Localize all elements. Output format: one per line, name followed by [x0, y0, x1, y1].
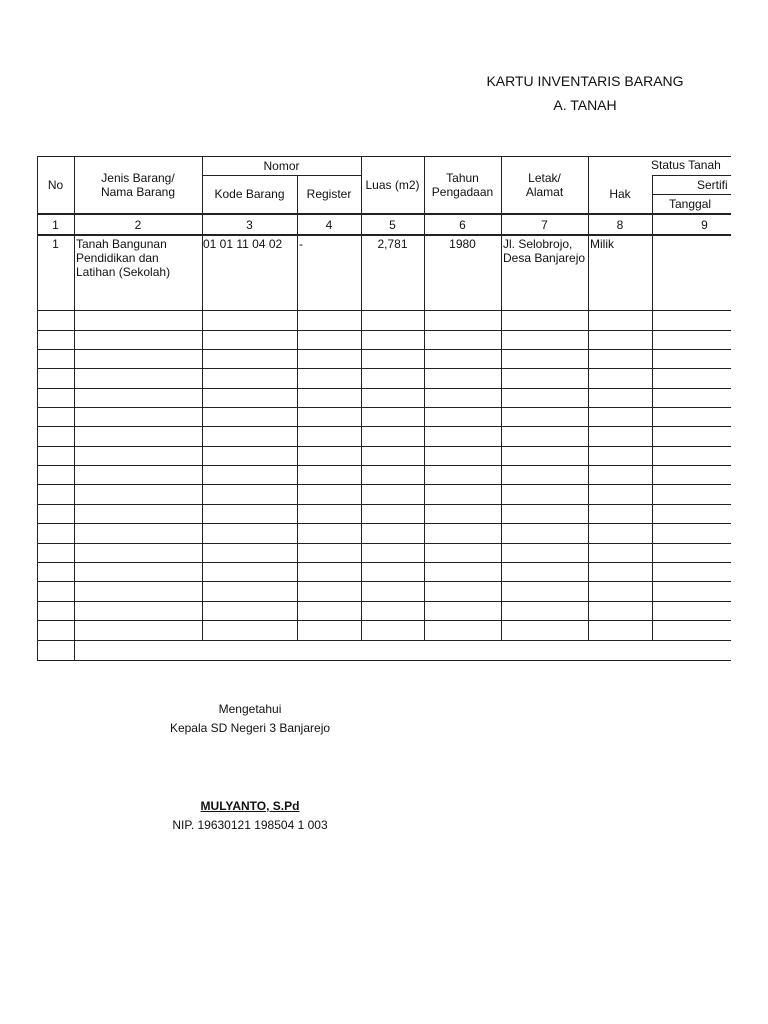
header-luas: Luas (m2) — [365, 177, 420, 192]
row-divider — [37, 446, 731, 447]
row-divider — [37, 504, 731, 505]
row-1-luas: 2,781 — [377, 237, 408, 251]
row-1-register: - — [299, 237, 303, 251]
row-1-no: 1 — [52, 237, 59, 251]
row-divider — [37, 465, 731, 466]
header-jenis-barang: Jenis Barang/ Nama Barang — [100, 170, 176, 199]
header-sertifikat: Sertifi — [697, 178, 728, 192]
column-number-3: 3 — [246, 217, 253, 232]
row-1-tahun: 1980 — [449, 237, 476, 251]
row-divider — [37, 426, 731, 427]
row-1-hak: Milik — [590, 237, 614, 251]
row-divider — [37, 620, 731, 621]
row-divider — [37, 543, 731, 544]
row-divider — [37, 310, 731, 311]
header-tahun-pengadaan: Tahun Pengadaan — [431, 170, 494, 199]
header-letak-alamat: Letak/ Alamat — [525, 170, 564, 199]
header-nomor: Nomor — [263, 158, 300, 173]
row-1-letak: Jl. Selobrojo, Desa Banjarejo — [503, 237, 586, 265]
header-register: Register — [306, 187, 352, 201]
column-number-5: 5 — [389, 217, 396, 232]
signature-mengetahui: Mengetahui — [218, 702, 282, 716]
signature-nip: NIP. 19630121 198504 1 003 — [172, 818, 328, 832]
column-number-2: 2 — [134, 217, 142, 232]
document-title: KARTU INVENTARIS BARANG — [486, 73, 684, 89]
document-subtitle: A. TANAH — [553, 97, 617, 113]
row-1-jenis-barang: Tanah Bangunan Pendidikan dan Latihan (Sekolah) — [76, 237, 171, 279]
row-divider — [37, 562, 731, 563]
row-divider — [37, 368, 731, 369]
row-divider — [37, 523, 731, 524]
row-divider — [37, 484, 731, 485]
header-tanggal: Tanggal — [669, 197, 712, 211]
row-divider — [37, 349, 731, 350]
column-number-9: 9 — [701, 217, 708, 232]
column-number-7: 7 — [541, 217, 548, 232]
column-number-6: 6 — [459, 217, 466, 232]
header-hak: Hak — [609, 187, 631, 201]
row-divider — [37, 601, 731, 602]
header-kode-barang: Kode Barang — [214, 187, 285, 201]
row-divider — [37, 581, 731, 582]
column-number-8: 8 — [616, 217, 624, 232]
row-divider — [37, 407, 731, 408]
signature-nama: MULYANTO, S.Pd — [200, 799, 300, 813]
header-no: No — [47, 177, 64, 192]
header-status-tanah: Status Tanah — [651, 158, 721, 172]
row-1-kode-barang: 01 01 11 04 02 — [203, 237, 283, 251]
column-number-1: 1 — [52, 217, 59, 232]
signature-jabatan: Kepala SD Negeri 3 Banjarejo — [169, 721, 331, 735]
column-number-4: 4 — [325, 217, 333, 232]
row-divider — [37, 388, 731, 389]
row-divider — [37, 330, 731, 331]
inventory-table — [37, 150, 731, 670]
